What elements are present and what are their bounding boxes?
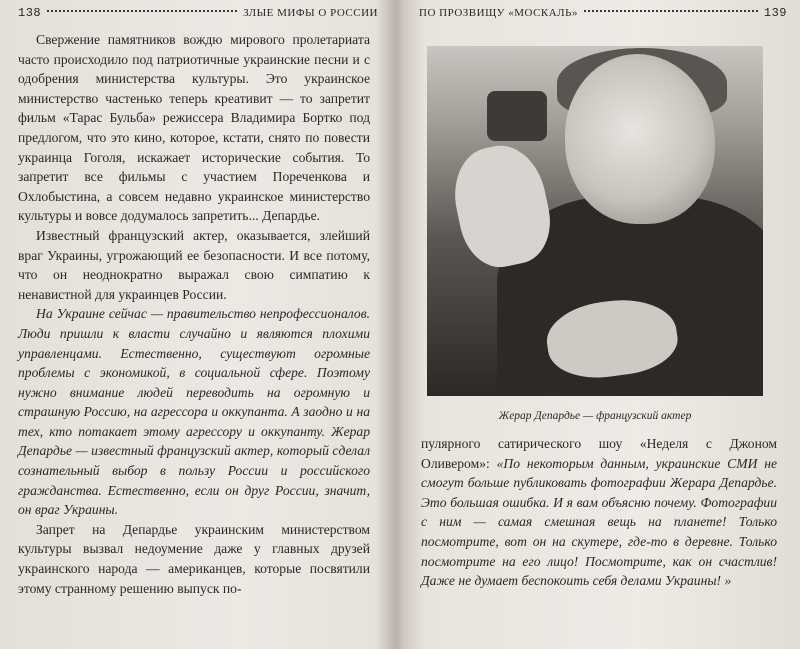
running-head-title: ЗЛЫЕ МИФЫ О РОССИИ xyxy=(243,7,378,19)
running-head xyxy=(419,6,787,20)
page-body xyxy=(18,30,370,598)
face-shape xyxy=(565,54,715,224)
paragraph-quote: На Украине сейчас — правительство непрофессионалов. Люди пришли к власти случайно и являются плохими управленцами. Естественно, существуют огромные проблемы с экономикой, в социальной сфере. Поэтому нужно внимание людей переводить на огромную и страшную Россию, на агрессора и оккупанта. А заодно и на тех, кто потакает этому агрессору и оккупанту. Жерар Депардье — известный французский актер, который сделал сознательный выбор в пользу России и российского гражданства. Естественно, если он друг России, значит, он враг Украины. xyxy=(18,306,370,518)
running-head-title: ПО ПРОЗВИЩУ «МОСКАЛЬ» xyxy=(419,7,578,19)
paragraph: Свержение памятников вождю мирового пролетариата часто происходило под патриотичные украинские песни и с одобрения министерства культуры. Это украинское министерство частенько теперь креативит — то запретит фильм «Тарас Бульба» режиссера Владимира Бортко под предлогом, что это кино, которое, кстати, снято по повести украинца Гоголя, искажает исторические события. То запретит все фильмы с участием Пореченкова и Охлобыстина, а совсем недавно украинское министерство культуры и вовсе додумалось запретить... Депардье. xyxy=(18,32,370,224)
portrait-photo xyxy=(427,46,763,396)
leader-dots xyxy=(584,10,758,12)
photo-caption: Жерар Депардье — французский актер xyxy=(498,410,692,422)
leader-dots xyxy=(47,10,237,12)
paragraph: Известный французский актер, оказывается, злейший враг Украины, угрожающий ее безопасности. И все потому, что он неоднократно выражал свою симпатию к ненавистной для украинцев России. xyxy=(18,227,370,302)
paragraph xyxy=(421,434,777,591)
page-number: 139 xyxy=(763,6,787,20)
paragraph-lead: пулярного сатирического шоу «Неделя с Джоном Оливером»: xyxy=(421,436,777,471)
running-head xyxy=(18,6,378,20)
right-page xyxy=(405,0,800,649)
page-number: 138 xyxy=(18,6,42,20)
camera-shape xyxy=(487,91,547,141)
page-body xyxy=(421,434,777,591)
left-page xyxy=(0,0,395,649)
paragraph: Запрет на Депардье украинским министерством культуры вызвал недоумение даже у главных друзей украинского народа — американцев, которые посвятили этому странному решению выпуск по- xyxy=(18,521,370,596)
quote-text: «По некоторым данным, украинские СМИ не смогут больше публиковать фотографии Жерара Депардье. Это большая ошибка. И я вам объясню почему. Фотографии с ним — самая смешная вещь на планете! Только посмотрите, вот он на скутере, где-то в деревне. Только посмотрите на его лицо! Посмотрите, как он счастлив! Даже не думает беспокоить себя делами Украины! » xyxy=(421,455,777,589)
